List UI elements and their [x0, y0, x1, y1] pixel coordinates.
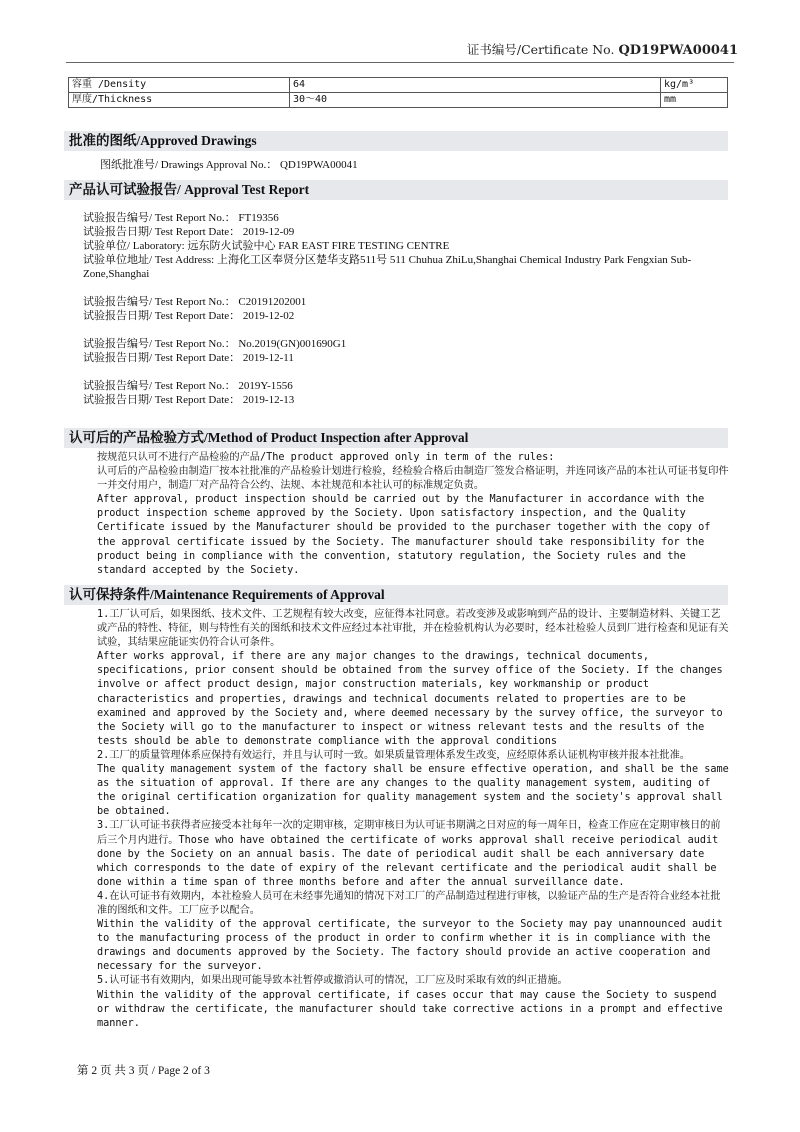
table-row	[69, 78, 728, 93]
property-unit: mm	[661, 93, 728, 108]
test-report-line: 试验报告编号/ Test Report No.： FT19356	[83, 212, 279, 224]
header-divider	[66, 62, 734, 63]
test-report-block-3	[83, 337, 728, 365]
test-report-block-4	[83, 379, 728, 407]
test-report-heading: 产品认可试验报告/ Approval Test Report	[64, 180, 728, 200]
property-value: 64	[290, 78, 661, 93]
test-address-line: 试验单位地址/ Test Address: 上海化工区奉贤分区楚华支路511号 511 Chuhua ZhiLu,Shanghai Chemical Industry Park Fengxian Sub-Zone,Shanghai	[83, 254, 692, 280]
property-value: 30～40	[290, 93, 661, 108]
table-row	[69, 93, 728, 108]
page-number: 第 2 页 共 3 页 / Page 2 of 3	[77, 1065, 210, 1077]
properties-table	[68, 77, 728, 108]
certificate-number: QD19PWA00041	[618, 43, 738, 58]
certificate-number-header	[467, 40, 738, 58]
test-report-line: 试验单位/ Laboratory: 远东防火试验中心 FAR EAST FIRE TESTING CENTRE	[83, 240, 450, 252]
certificate-label: 证书编号/Certificate No.	[466, 42, 615, 57]
property-name: 容重 /Density	[69, 78, 290, 93]
test-report-line: 试验报告日期/ Test Report Date： 2019-12-13	[83, 394, 295, 406]
maintenance-text: 1.工厂认可后，如果图纸、技术文件、工艺规程有较大改变，应征得本社同意。若改变涉及或影响到产品的设计、主要制造材料、关键工艺或产品的特性、特征，则与特性有关的图纸和技术文件应经过本社审批，并在检验机构认为必要时，经本社检验人员到厂进行检查和见证有关试验，其结果应能证实仍符合认可条件。 After works approval, if there are any major changes to the drawings, technical documents, specifications, prior consent should be obtained from the survey office of the Society. If the changes involve or affect product design, major construction materials, key workmanship or product characteristics and properties, drawings and technical documents related to properties are to be examined and approved by the Society and, where deemed necessary by the survey office, the surveyor to the Society will go to the manufacturer to inspect or witness relevant tests and the results of the tests should be able to demonstrate compliance with the approval conditions 2.工厂的质量管理体系应保持有效运行，并且与认可时一致。如果质量管理体系发生改变，应经原体系认证机构审核并报本社批准。 The quality management system of the factory shall be ensure effective operation, and shall be the same as the situation of approval. If there are any changes to the quality management system, auditing of the original certification organization for quality management system and the society's approval shall be obtained. 3.工厂认可证书获得者应接受本社每年一次的定期审核，定期审核日为认可证书期满之日对应的每一周年日，检查工作应在定期审核日的前后三个月内进行。Those who have obtained the certificate of works approval shall receive periodical audit done by the Society on an annual basis. The date of periodical audit shall be each anniversary date which corresponds to the date of expiry of the relevant certificate and the periodical audit shall be done within a time span of three months before and after the annual surveillance date. 4.在认可证书有效期内，本社检验人员可在未经事先通知的情况下对工厂的产品制造过程进行审核，以验证产品的生产是否符合业经本社批准的图纸和文件。工厂应予以配合。 Within the validity of the approval certificate, the surveyor to the Society may pay unannounced audit to the manufacturing process of the product in order to confirm whether it is in compliance with the drawings and documents approved by the Society. The factory should provide an active cooperation and necessary for the surveyor. 5.认可证书有效期内，如果出现可能导致本社暂停或撤消认可的情况，工厂应及时采取有效的纠正措施。 Within the validity of the approval certificate, if cases occur that may cause the Society to suspend or withdraw the certificate, the manufacturer should take corrective actions in a prompt and effective manner.	[97, 609, 729, 1029]
test-report-block-1	[83, 211, 728, 281]
test-report-line: 试验报告编号/ Test Report No.： C20191202001	[83, 296, 307, 308]
drawings-approval-line: 图纸批准号/ Drawings Approval No.： QD19PWA00041	[100, 159, 358, 171]
approved-drawings-heading: 批准的图纸/Approved Drawings	[64, 131, 728, 151]
test-report-block-2	[83, 295, 728, 323]
property-name: 厚度/Thickness	[69, 93, 290, 108]
inspection-text: 按规范只认可不进行产品检验的产品/The product approved only in term of the rules: 认可后的产品检验由制造厂按本社批准的产品检验计划进行检验，经检验合格后由制造厂签发合格证明，并连同该产品的本社认可证书复印件一并交付用户，制造厂对产品符合公约、法规、本社规范和本社认可的标准规定负责。 After approval, product inspection should be carried out by the Manufacturer in accordance with the product inspection scheme approved by the Society. Upon satisfactory inspection, and the Quality Certificate issued by the Manufacturer should be provided to the purchaser together with the copy of the approval certificate issued by the Society. The manufacturer should take responsibility for the product being in compliance with the convention, statutory regulation, the Society rules and the standard accepted by the Society.	[97, 452, 729, 576]
test-report-line: 试验报告编号/ Test Report No.： 2019Y-1556	[83, 380, 293, 392]
property-unit: kg/m³	[661, 78, 728, 93]
test-report-line: 试验报告日期/ Test Report Date： 2019-12-11	[83, 352, 294, 364]
inspection-heading: 认可后的产品检验方式/Method of Product Inspection after Approval	[64, 428, 728, 448]
test-report-line: 试验报告日期/ Test Report Date： 2019-12-02	[83, 310, 295, 322]
test-report-line: 试验报告编号/ Test Report No.： No.2019(GN)001690G1	[83, 338, 347, 350]
test-report-line: 试验报告日期/ Test Report Date： 2019-12-09	[83, 226, 295, 238]
maintenance-heading: 认可保持条件/Maintenance Requirements of Approval	[64, 585, 728, 605]
